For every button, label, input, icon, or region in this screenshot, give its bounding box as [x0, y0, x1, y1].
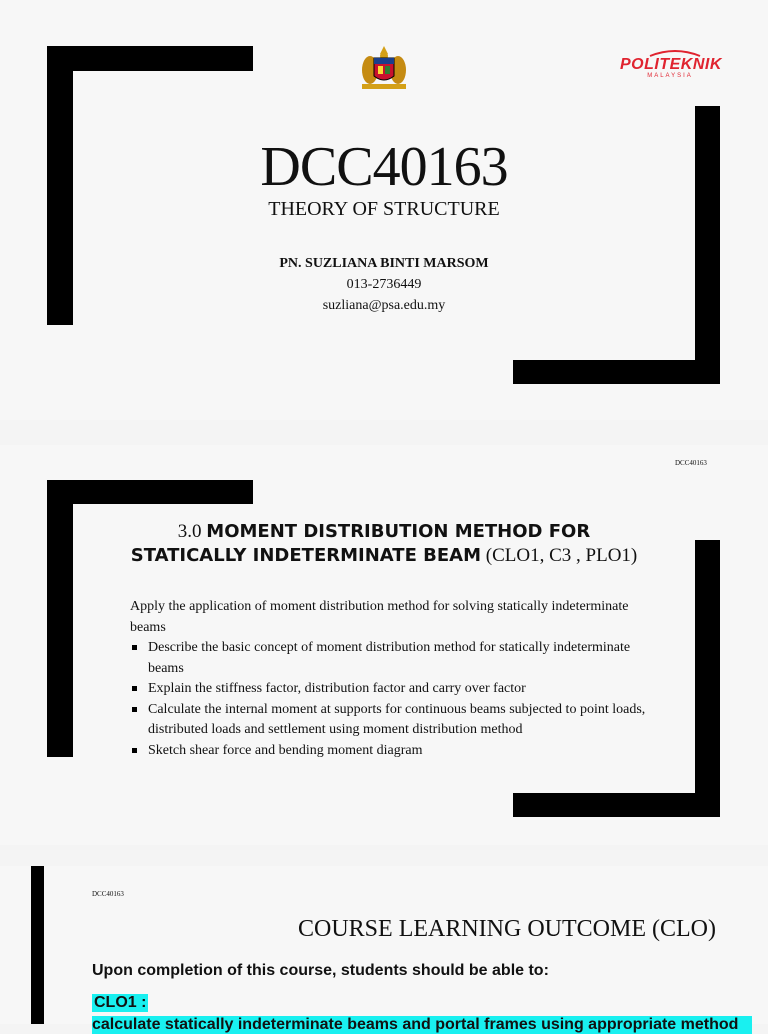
topic-clo-ref: (CLO1, C3 , PLO1)	[481, 545, 638, 566]
frame-bar	[47, 46, 253, 71]
list-item: Describe the basic concept of moment distribution method for statically indeterminate beams	[130, 638, 660, 679]
frame-bar	[31, 866, 44, 1024]
course-code: DCC40163	[260, 136, 508, 198]
lecturer-name: PN. SUZLIANA BINTI MARSOM	[279, 256, 489, 271]
clo-lead: Upon completion of this course, students should be able to:	[92, 962, 549, 979]
slide-tag: DCC40163	[675, 459, 707, 467]
clo-slide	[0, 866, 768, 1033]
clo1-label: CLO1 :	[94, 994, 147, 1011]
coat-of-arms-icon	[354, 44, 414, 92]
lecturer-phone: 013-2736449	[346, 277, 422, 292]
list-item: Explain the stiffness factor, distribution factor and carry over factor	[130, 679, 660, 700]
lecturer-email: suzliana@psa.edu.my	[322, 298, 446, 313]
title-slide	[0, 0, 768, 420]
frame-bar	[47, 480, 253, 504]
frame-bar	[513, 793, 720, 817]
frame-bar	[513, 360, 720, 384]
topic-body	[130, 597, 660, 761]
topic-slide	[0, 445, 768, 845]
topic-title: MOMENT DISTRIBUTION METHOD FOR STATICALLY INDETERMINATE BEAM	[130, 521, 591, 566]
slide-tag: DCC40163	[92, 890, 124, 898]
topic-number: 3.0	[177, 521, 207, 542]
clo-heading: COURSE LEARNING OUTCOME (CLO)	[298, 916, 716, 942]
politeknik-logo	[620, 46, 720, 86]
list-item: Sketch shear force and bending moment diagram	[130, 741, 660, 762]
clo1-description: calculate statically indeterminate beams and portal frames using appropriate method	[92, 1016, 752, 1034]
logo-subtext: MALAYSIA	[647, 73, 693, 79]
topic-intro: Apply the application of moment distribution method for solving statically indeterminate beams	[130, 599, 629, 635]
frame-bar	[695, 540, 720, 817]
list-item: Calculate the internal moment at supports for continuous beams subjected to point loads, distributed loads and settlement using moment distribution method	[130, 700, 660, 741]
course-title: THEORY OF STRUCTURE	[268, 198, 500, 220]
objective-list	[130, 638, 660, 761]
logo-text: POLITEKNIK	[620, 56, 722, 73]
frame-bar	[47, 480, 73, 757]
topic-heading	[120, 520, 648, 568]
